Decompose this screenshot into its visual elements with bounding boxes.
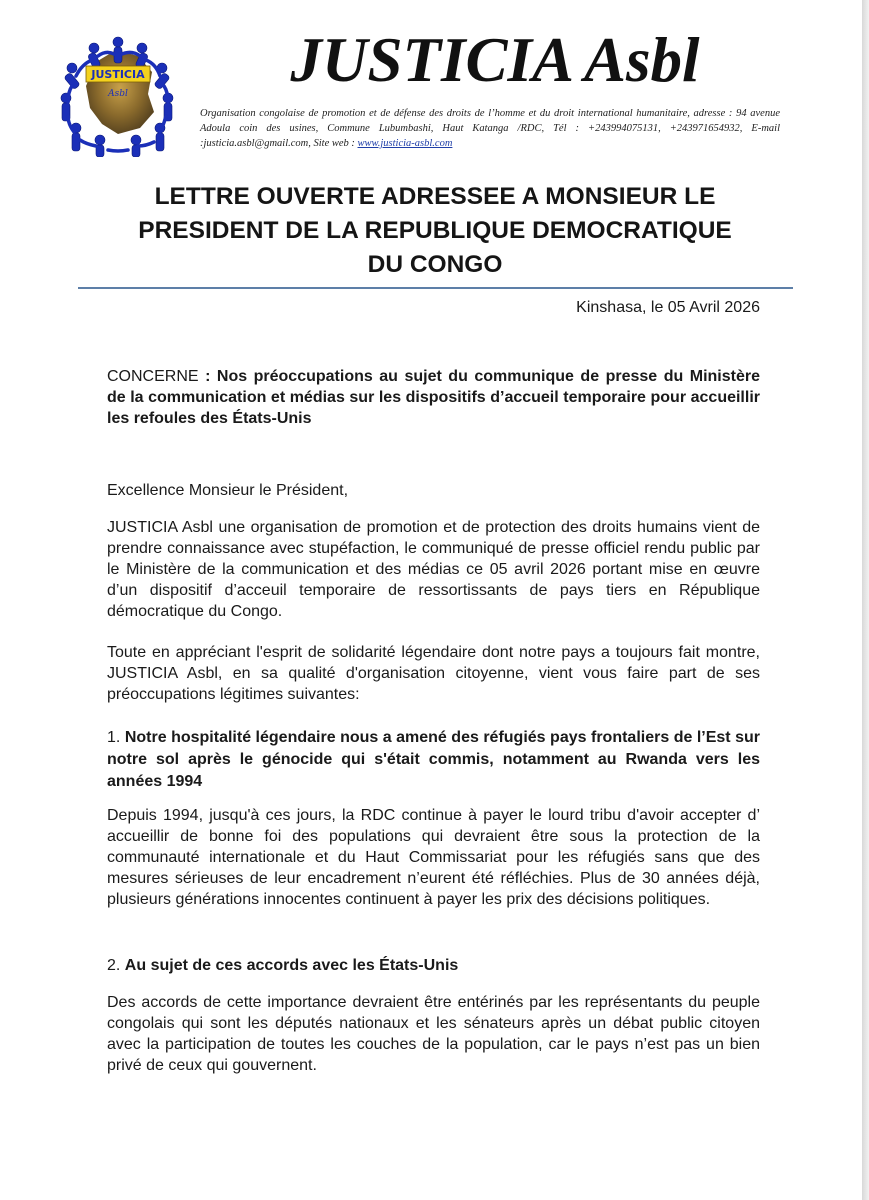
point-1-body: Depuis 1994, jusqu'à ces jours, la RDC continue à payer le lourd tribu d'avoir accepter d’ accueillir de bonne foi des populations qui devraient être sous la protection de la communauté internationale et du Haut Commissariat pour les réfugiés sans que des mesures sérieuses de leur encadrement n’eurent été réfléchies. Plus de 30 années déjà, plusieurs générations innocentes continuent à payer les prix des décisions politiques.: [107, 807, 760, 908]
organization-contact-text: Organisation congolaise de promotion et de défense des droits de l’homme et du droit international humanitaire, adresse : 94 avenue Adoula coin des usines, Commune Lubumbashi, Haut Katanga /RDC, Tél : +243994075131, +243971654932, E-mail :justicia.asbl@gmail.com, Site web :: [200, 108, 780, 149]
subject-label: CONCERNE: [107, 368, 199, 385]
solidarity-paragraph: Toute en appréciant l'esprit de solidarité légendaire dont notre pays a toujours fait montre, JUSTICIA Asbl, en sa qualité d'organisation citoyenne, vient vous faire part de ses préoccupations légitimes suivantes:: [107, 644, 760, 703]
place-date: Kinshasa, le 05 Avril 2026: [576, 299, 760, 316]
logo-name-text: JUSTICIA: [91, 68, 145, 81]
document-title: [80, 180, 790, 282]
title-line-3: DU CONGO: [367, 251, 503, 278]
page-edge-shadow: [862, 0, 869, 1200]
subject-text: Nos préoccupations au sujet du communique de presse du Ministère de la communication et médias sur les dispositifs d’accueil temporaire pour accueillir les refoules des États-Unis: [107, 368, 761, 427]
title-line-1: LETTRE OUVERTE ADRESSEE A MONSIEUR LE: [154, 183, 716, 210]
website-link[interactable]: www.justicia-asbl.com: [357, 138, 453, 149]
subject-separator: :: [198, 368, 217, 385]
point-1-title: Notre hospitalité légendaire nous a amené des réfugiés pays frontaliers de l’Est sur notre sol après le génocide qui s'était commis, notamment au Rwanda vers les années 1994: [107, 729, 761, 790]
point-2-heading: [107, 955, 760, 977]
point-2-body: Des accords de cette importance devraient être entérinés par les représentants du peuple congolais qui sont les députés nationaux et les sénateurs après un débat public citoyen avec la participation de toutes les couches de la population, car le pays n’est pas un bien privé de ceux qui gouvernent.: [107, 994, 760, 1074]
title-line-2: PRESIDENT DE LA REPUBLIQUE DEMOCRATIQUE: [138, 217, 732, 244]
title-divider: [78, 287, 793, 289]
point-1-number: 1.: [107, 729, 121, 746]
organization-info: [200, 106, 780, 151]
salutation: Excellence Monsieur le Président,: [107, 482, 349, 499]
organization-name: JUSTICIA Asbl: [290, 25, 700, 95]
intro-paragraph: JUSTICIA Asbl une organisation de promotion et de protection des droits humains vient de prendre connaissance avec stupéfaction, le communiqué de presse officiel rendu public par le Ministère de la communication et des médias ce 05 avril 2026 portant mise en œuvre d’un dispositif d’acceuil temporaire de ressortissants de pays tiers en République démocratique du Congo.: [107, 519, 760, 620]
point-2-number: 2.: [107, 957, 121, 974]
point-2-title: Au sujet de ces accords avec les États-Unis: [124, 957, 459, 974]
point-1-heading: [107, 727, 760, 793]
subject-block: [107, 366, 760, 429]
justicia-logo: [56, 32, 181, 157]
logo-subtext: Asbl: [108, 89, 128, 99]
